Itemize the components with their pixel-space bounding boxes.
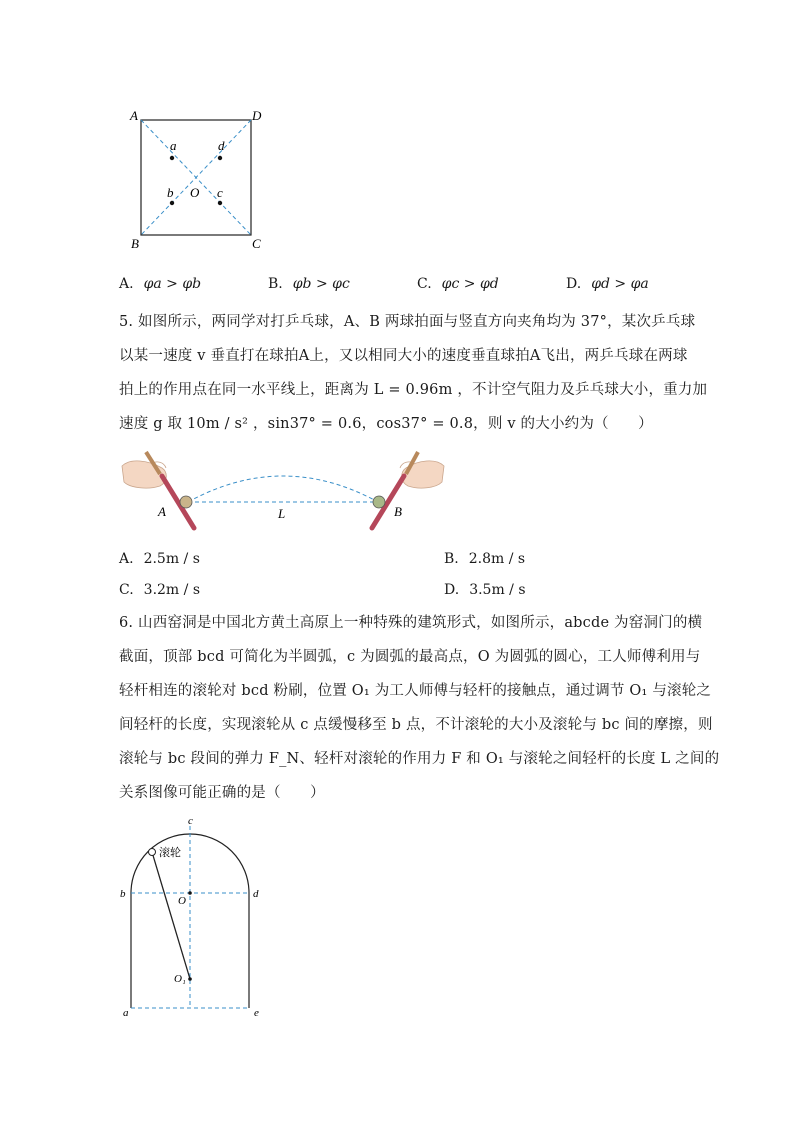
q5-option-b[interactable]: B. 2.8m / s xyxy=(444,551,526,567)
right-hand-icon xyxy=(400,461,444,488)
label-d: d xyxy=(218,138,225,153)
label-D: D xyxy=(252,108,262,123)
label-roller: 滚轮 xyxy=(159,846,181,859)
q6-line: 间轻杆的长度，实现滚轮从 c 点缓慢移至 b 点，不计滚轮的大小及滚轮与 bc 间的摩擦，则 xyxy=(119,717,713,733)
label-C: C xyxy=(252,236,261,251)
q4-option-a[interactable]: A. φa > φb xyxy=(119,276,202,292)
q5-line: 速度 g 取 10m / s² ，sin37° = 0.6，cos37° = 0.8，则 v 的大小约为（ ） xyxy=(119,416,653,432)
q4-option-d[interactable]: D. φd > φa xyxy=(566,276,649,292)
label-c: c xyxy=(188,815,193,827)
point-O1 xyxy=(188,977,192,981)
label-e: e xyxy=(254,1007,259,1019)
label-B: B xyxy=(131,236,139,251)
q5-line: 以某一速度 v 垂直打在球拍A上，又以相同大小的速度垂直球拍A飞出，两乒乓球在两球 xyxy=(119,348,688,364)
q5-line: 5. 如图所示，两同学对打乒乓球，A、B 两球拍面与竖直方向夹角均为 37°，某次乒乓球 xyxy=(119,314,696,330)
q6-line: 关系图像可能正确的是（ ） xyxy=(119,785,325,801)
q5-line: 拍上的作用点在同一水平线上，距离为 L = 0.96m ，不计空气阻力及乒乓球大小，重力加 xyxy=(119,382,708,398)
q4-option-b[interactable]: B. φb > φc xyxy=(268,276,350,292)
q5-text xyxy=(119,305,708,441)
square-diagram xyxy=(125,105,275,255)
q4-option-c[interactable]: C. φc > φd xyxy=(417,276,499,292)
label-c: c xyxy=(217,185,223,200)
ball-A xyxy=(180,496,192,508)
paddle-diagram xyxy=(118,448,448,538)
label-L: L xyxy=(278,506,286,521)
label-O1: O₁ xyxy=(174,973,186,985)
label-A: A xyxy=(130,108,138,123)
q5-option-a[interactable]: A. 2.5m / s xyxy=(119,551,200,567)
q6-line: 6. 山西窑洞是中国北方黄土高原上一种特殊的建筑形式，如图所示，abcde 为窑洞门的横 xyxy=(119,615,703,631)
point-c xyxy=(218,201,222,205)
point-O xyxy=(188,891,192,895)
q5-option-c[interactable]: C. 3.2m / s xyxy=(119,582,201,598)
label-a: a xyxy=(170,138,177,153)
label-B: B xyxy=(394,504,402,519)
label-A: A xyxy=(158,504,166,519)
q6-line: 截面，顶部 bcd 可简化为半圆弧，c 为圆弧的最高点，O 为圆弧的圆心，工人师傅利用与 xyxy=(119,649,701,665)
left-hand-icon xyxy=(122,461,166,488)
q6-line: 滚轮与 bc 段间的弹力 F_N、轻杆对滚轮的作用力 F 和 O₁ 与滚轮之间轻杆的长度 L 之间的 xyxy=(119,751,720,767)
ball-B xyxy=(373,496,385,508)
point-d xyxy=(218,156,222,160)
label-O: O xyxy=(178,895,186,907)
label-b: b xyxy=(120,888,126,900)
q6-text xyxy=(119,606,720,810)
point-b xyxy=(170,201,174,205)
q5-option-d[interactable]: D. 3.5m / s xyxy=(444,582,526,598)
label-b: b xyxy=(167,185,174,200)
label-O: O xyxy=(190,185,200,200)
cave-diagram xyxy=(118,812,278,1022)
q6-line: 轻杆相连的滚轮对 bcd 粉刷，位置 O₁ 为工人师傅与轻杆的接触点，通过调节 O₁ 与滚轮之 xyxy=(119,683,712,699)
roller-icon xyxy=(149,849,156,856)
point-a xyxy=(170,156,174,160)
label-a: a xyxy=(123,1007,129,1019)
label-d: d xyxy=(253,888,259,900)
